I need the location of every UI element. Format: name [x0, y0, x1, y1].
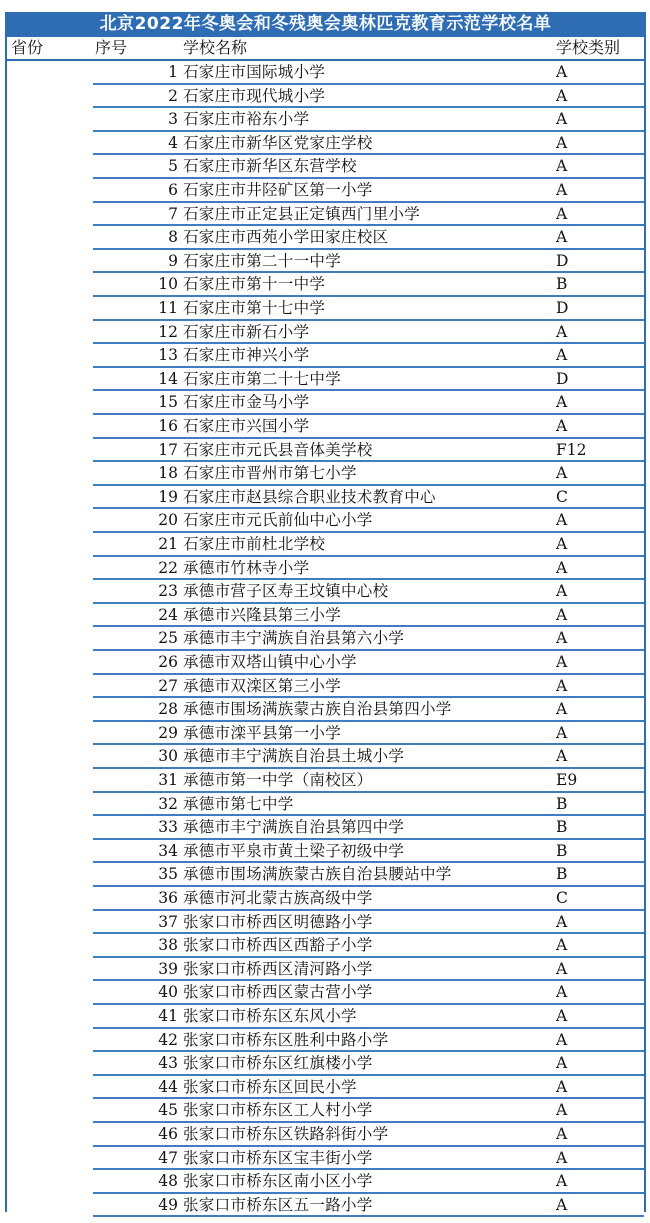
school-name: 石家庄市裕东小学	[183, 110, 310, 129]
table-row	[93, 179, 644, 203]
school-category: A	[556, 204, 568, 223]
school-name: 石家庄市晋州市第七小学	[183, 464, 357, 483]
row-index: 11	[158, 299, 178, 317]
row-index: 24	[158, 605, 178, 624]
table-row	[93, 344, 644, 368]
school-category: C	[556, 889, 568, 907]
school-category: D	[556, 369, 569, 388]
table-row	[93, 462, 644, 486]
school-name: 张家口市桥东区宝丰街小学	[183, 1148, 373, 1167]
school-name: 承德市双滦区第三小学	[183, 676, 342, 695]
header-category: 学校类别	[556, 38, 621, 57]
table-row	[93, 132, 644, 156]
row-index: 31	[158, 771, 178, 789]
school-category: B	[556, 794, 568, 813]
row-index: 3	[168, 110, 178, 129]
school-name: 石家庄市第十七中学	[183, 299, 326, 317]
school-category: A	[556, 912, 568, 931]
table-row	[93, 391, 644, 415]
table-row	[93, 1029, 644, 1053]
school-name: 承德市竹林寺小学	[183, 558, 310, 577]
row-index: 47	[158, 1148, 178, 1167]
row-index: 20	[158, 511, 178, 530]
school-category: A	[556, 1054, 568, 1073]
school-name: 石家庄市新华区东营学校	[183, 157, 357, 176]
school-name: 张家口市桥东区回民小学	[183, 1077, 357, 1096]
school-name: 张家口市桥东区南小区小学	[183, 1172, 373, 1191]
row-index: 44	[158, 1077, 178, 1096]
school-category: A	[556, 1007, 568, 1025]
school-name: 石家庄市第十一中学	[183, 275, 326, 294]
school-category: A	[556, 133, 568, 152]
table-row	[93, 722, 644, 746]
school-category: A	[556, 1030, 568, 1049]
school-name: 张家口市桥东区五一路小学	[183, 1195, 373, 1214]
table-row	[93, 155, 644, 179]
row-index: 7	[168, 204, 178, 223]
school-category: A	[556, 936, 568, 955]
table-row	[93, 981, 644, 1005]
school-name: 石家庄市新石小学	[183, 322, 310, 341]
header-school: 学校名称	[183, 38, 248, 57]
row-index: 14	[158, 369, 178, 388]
school-category: A	[556, 1148, 568, 1167]
school-category: B	[556, 865, 568, 884]
row-index: 4	[168, 133, 178, 152]
table-row	[93, 250, 644, 274]
row-index: 10	[158, 275, 178, 294]
school-name: 石家庄市国际城小学	[183, 63, 326, 81]
school-name: 承德市第一中学（南校区）	[183, 771, 373, 789]
school-category: B	[556, 841, 568, 860]
table-row	[93, 273, 644, 297]
school-category: A	[556, 346, 568, 365]
row-index: 37	[158, 912, 178, 931]
school-category: B	[556, 275, 568, 294]
table-row	[93, 1170, 644, 1194]
school-name: 张家口市桥西区西豁子小学	[183, 936, 373, 955]
table-row	[93, 840, 644, 864]
school-category: A	[556, 86, 568, 105]
school-name: 承德市丰宁满族自治县土城小学	[183, 747, 405, 766]
school-category: A	[556, 700, 568, 719]
school-name: 石家庄市现代城小学	[183, 86, 326, 105]
table-row	[93, 486, 644, 510]
school-category: A	[556, 228, 568, 247]
row-index: 38	[158, 936, 178, 955]
table-row	[93, 958, 644, 982]
table-header	[7, 37, 644, 61]
school-category: D	[556, 251, 569, 270]
table-row	[93, 321, 644, 345]
school-category: B	[556, 818, 568, 837]
school-category: A	[556, 511, 568, 530]
school-name: 张家口市桥西区蒙古营小学	[183, 983, 373, 1002]
table-row	[93, 1076, 644, 1100]
table-row	[93, 1147, 644, 1171]
table-row	[93, 557, 644, 581]
school-name: 张家口市桥西区清河路小学	[183, 959, 373, 978]
row-index: 40	[158, 983, 178, 1002]
row-index: 30	[158, 747, 178, 766]
school-name: 石家庄市前杜北学校	[183, 535, 326, 553]
table-row	[93, 297, 644, 321]
school-name: 石家庄市兴国小学	[183, 417, 310, 435]
row-index: 36	[158, 889, 178, 907]
school-name: 承德市河北蒙古族高级中学	[183, 889, 373, 907]
row-index: 41	[158, 1007, 178, 1025]
table-row	[93, 1194, 644, 1218]
school-category: D	[556, 299, 569, 317]
school-name: 石家庄市金马小学	[183, 393, 310, 412]
table-row	[93, 675, 644, 699]
table-row	[93, 745, 644, 769]
school-name: 石家庄市元氏前仙中心小学	[183, 511, 373, 530]
school-category: A	[556, 63, 568, 81]
table-row	[93, 226, 644, 250]
row-index: 32	[158, 794, 178, 813]
school-category: A	[556, 110, 568, 129]
table-row	[93, 1099, 644, 1123]
school-category: F12	[556, 440, 587, 459]
school-category: A	[556, 605, 568, 624]
row-index: 1	[168, 63, 178, 81]
row-index: 35	[158, 865, 178, 884]
row-index: 8	[168, 228, 178, 247]
row-index: 17	[158, 440, 178, 459]
school-category: C	[556, 487, 568, 506]
school-name: 张家口市桥东区红旗楼小学	[183, 1054, 373, 1073]
row-index: 15	[158, 393, 178, 412]
school-category: A	[556, 653, 568, 671]
row-index: 22	[158, 558, 178, 577]
school-name: 承德市围场满族蒙古族自治县第四小学	[183, 700, 452, 719]
row-index: 46	[158, 1125, 178, 1143]
school-category: A	[556, 1195, 568, 1214]
school-name: 石家庄市正定县正定镇西门里小学	[183, 204, 421, 223]
header-province: 省份	[11, 38, 44, 57]
table-row	[93, 934, 644, 958]
school-name: 承德市平泉市黄土梁子初级中学	[183, 841, 405, 860]
table-row	[93, 816, 644, 840]
table-row	[93, 793, 644, 817]
school-name: 承德市滦平县第一小学	[183, 723, 342, 742]
school-name: 张家口市桥东区铁路斜街小学	[183, 1125, 389, 1143]
row-index: 29	[158, 723, 178, 742]
school-name: 承德市围场满族蒙古族自治县腰站中学	[183, 865, 452, 884]
school-name: 石家庄市第二十一中学	[183, 251, 342, 270]
row-index: 19	[158, 487, 178, 506]
school-name: 承德市丰宁满族自治县第四中学	[183, 818, 405, 837]
row-index: 2	[168, 86, 178, 105]
row-index: 21	[158, 535, 178, 553]
school-category: A	[556, 1077, 568, 1096]
table-row	[93, 439, 644, 463]
table-row	[93, 509, 644, 533]
row-index: 45	[158, 1101, 178, 1120]
row-index: 12	[158, 322, 178, 341]
row-index: 43	[158, 1054, 178, 1073]
school-category: A	[556, 676, 568, 695]
school-category: A	[556, 582, 568, 601]
table-row	[93, 627, 644, 651]
school-name: 石家庄市赵县综合职业技术教育中心	[183, 487, 436, 506]
table-row	[93, 911, 644, 935]
school-name: 承德市双塔山镇中心小学	[183, 653, 357, 671]
row-index: 13	[158, 346, 178, 365]
school-category: A	[556, 1125, 568, 1143]
row-index: 42	[158, 1030, 178, 1049]
table-row	[93, 651, 644, 675]
table-row	[93, 887, 644, 911]
school-list-table	[5, 12, 646, 1212]
table-row	[93, 368, 644, 392]
school-name: 张家口市桥东区胜利中路小学	[183, 1030, 389, 1049]
school-name: 承德市营子区寿王坟镇中心校	[183, 582, 389, 601]
school-category: E9	[556, 771, 578, 789]
school-name: 张家口市桥西区明德路小学	[183, 912, 373, 931]
school-name: 张家口市桥东区工人村小学	[183, 1101, 373, 1120]
row-index: 6	[168, 181, 178, 199]
school-name: 承德市兴隆县第三小学	[183, 605, 342, 624]
table-row	[93, 203, 644, 227]
school-category: A	[556, 417, 568, 435]
row-index: 25	[158, 629, 178, 648]
table-row	[93, 769, 644, 793]
school-name: 石家庄市神兴小学	[183, 346, 310, 365]
school-category: A	[556, 558, 568, 577]
school-category: A	[556, 181, 568, 199]
row-index: 28	[158, 700, 178, 719]
table-row	[93, 1005, 644, 1029]
row-index: 49	[158, 1195, 178, 1214]
school-category: A	[556, 1172, 568, 1191]
school-category: A	[556, 535, 568, 553]
row-index: 27	[158, 676, 178, 695]
school-name: 承德市第七中学	[183, 794, 294, 813]
school-category: A	[556, 464, 568, 483]
table-row	[93, 863, 644, 887]
school-category: A	[556, 157, 568, 176]
header-index: 序号	[95, 38, 128, 57]
school-category: A	[556, 393, 568, 412]
table-row	[93, 604, 644, 628]
row-index: 33	[158, 818, 178, 837]
row-index: 18	[158, 464, 178, 483]
row-index: 48	[158, 1172, 178, 1191]
school-name: 石家庄市井陉矿区第一小学	[183, 181, 373, 199]
table-row	[93, 580, 644, 604]
row-index: 23	[158, 582, 178, 601]
school-name: 张家口市桥东区东风小学	[183, 1007, 357, 1025]
table-row	[93, 85, 644, 109]
school-category: A	[556, 747, 568, 766]
school-category: A	[556, 629, 568, 648]
school-category: A	[556, 723, 568, 742]
row-index: 39	[158, 959, 178, 978]
row-index: 34	[158, 841, 178, 860]
school-name: 石家庄市元氏县音体美学校	[183, 440, 373, 459]
row-index: 5	[168, 157, 178, 176]
table-row	[93, 108, 644, 132]
school-category: A	[556, 322, 568, 341]
school-name: 石家庄市西苑小学田家庄校区	[183, 228, 389, 247]
table-row	[93, 698, 644, 722]
row-index: 9	[168, 251, 178, 270]
school-name: 石家庄市新华区党家庄学校	[183, 133, 373, 152]
table-row	[93, 61, 644, 85]
school-category: A	[556, 959, 568, 978]
school-category: A	[556, 1101, 568, 1120]
table-row	[93, 533, 644, 557]
school-category: A	[556, 983, 568, 1002]
school-name: 石家庄市第二十七中学	[183, 369, 342, 388]
table-title: 北京2022年冬奥会和冬残奥会奥林匹克教育示范学校名单	[7, 12, 644, 37]
row-index: 26	[158, 653, 178, 671]
school-name: 承德市丰宁满族自治县第六小学	[183, 629, 405, 648]
table-row	[93, 1052, 644, 1076]
table-row	[93, 415, 644, 439]
row-index: 16	[158, 417, 178, 435]
table-row	[93, 1123, 644, 1147]
